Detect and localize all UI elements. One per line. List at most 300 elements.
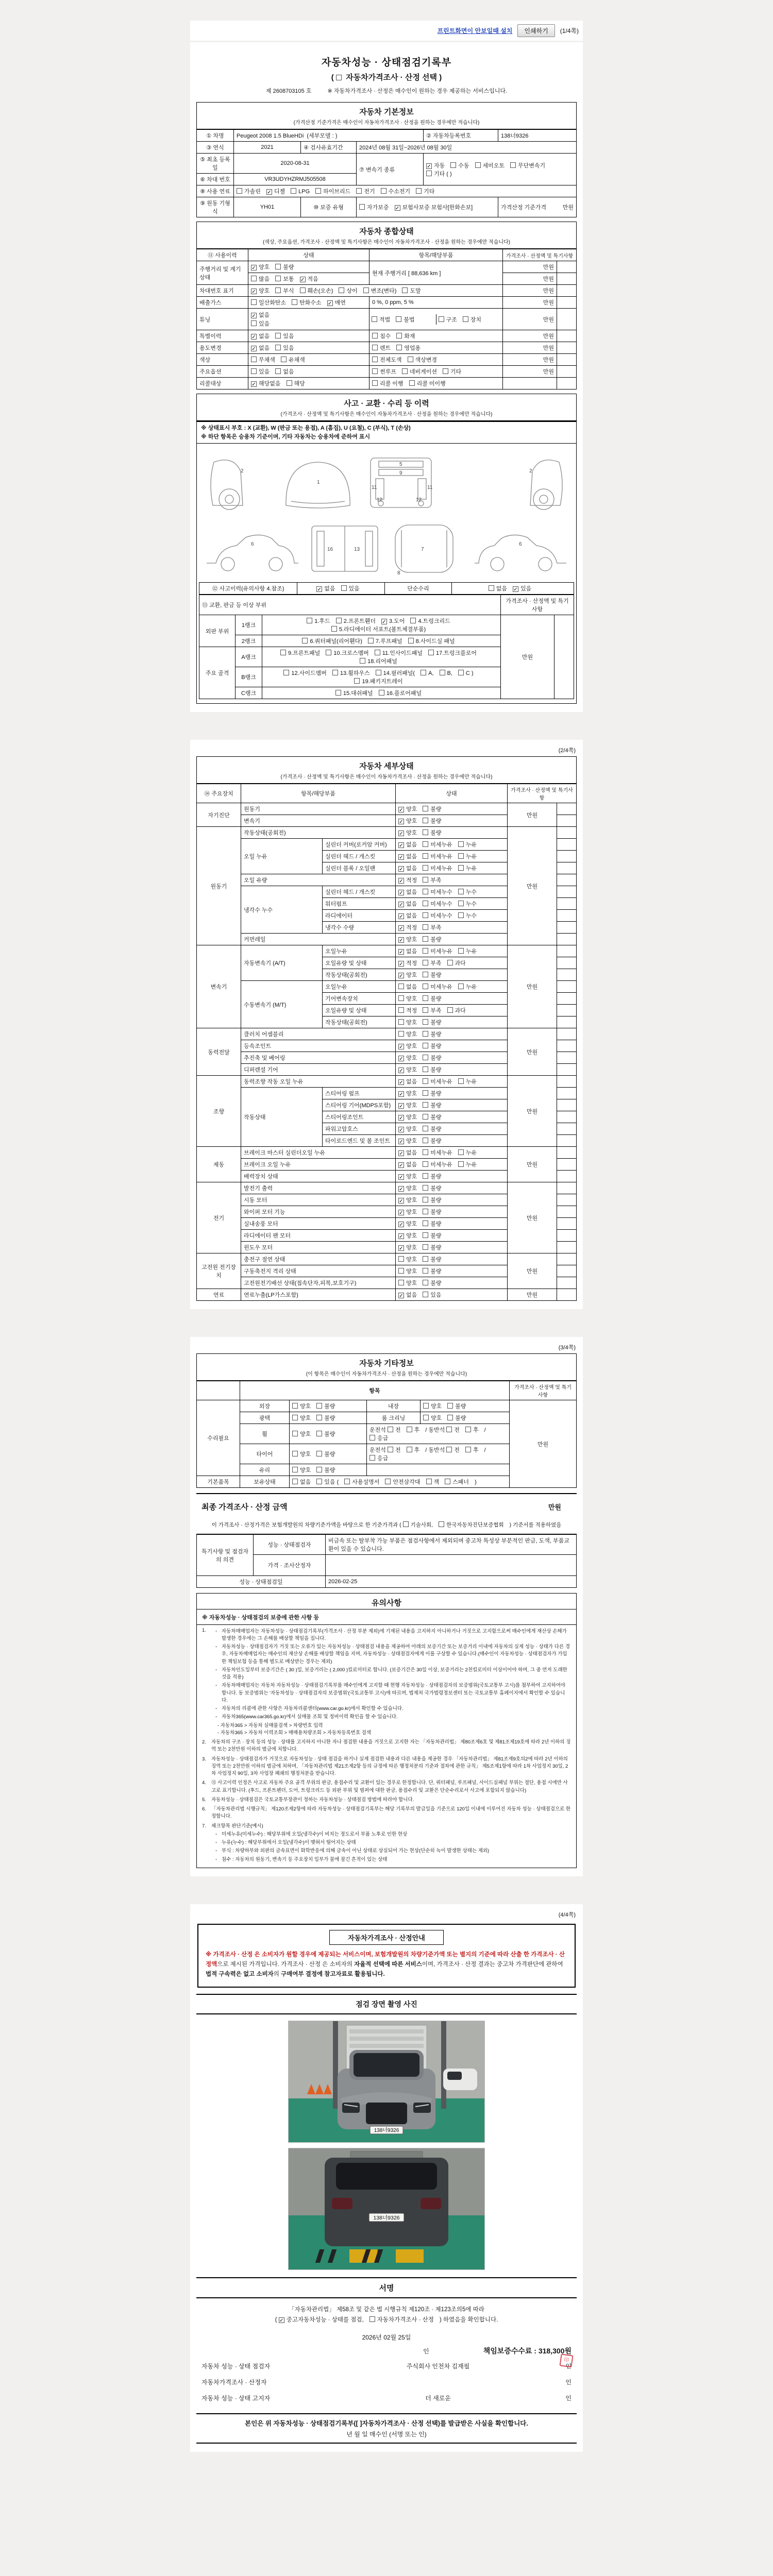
checkbox-option[interactable]: [316, 1466, 335, 1474]
checkbox-option[interactable]: [398, 1267, 417, 1275]
checkbox-option[interactable]: [396, 315, 414, 324]
checkbox-option[interactable]: [423, 1113, 441, 1121]
th-element: ⑬ 교환, 판금 등 이상 부위: [199, 595, 501, 615]
checkbox-option[interactable]: [307, 617, 330, 625]
checkbox-option[interactable]: [423, 1243, 441, 1251]
checkbox-option[interactable]: [398, 1255, 417, 1263]
checkbox-option[interactable]: [302, 637, 362, 645]
span-element: 양호: [300, 1431, 311, 1437]
unchecked-checkbox-icon: [369, 1435, 375, 1440]
checkbox-option[interactable]: [398, 1160, 417, 1168]
checkbox-option[interactable]: [423, 1267, 441, 1275]
checkbox-option[interactable]: [458, 1077, 477, 1086]
checkbox-option[interactable]: [423, 1291, 441, 1299]
checkbox-option[interactable]: [385, 1478, 420, 1486]
checkbox-option[interactable]: [458, 982, 477, 991]
checkbox-option[interactable]: [423, 1196, 441, 1204]
checkbox-option[interactable]: [372, 344, 391, 352]
checkbox-option[interactable]: [398, 1172, 417, 1180]
checkbox-option[interactable]: [423, 1279, 441, 1287]
checkbox-option[interactable]: [372, 332, 391, 340]
checkbox-option[interactable]: [423, 1089, 441, 1097]
td-element: 고전원전기배선 상태(접속단자,피복,보호기구): [241, 1277, 396, 1289]
td-element: 연료누출(LP가스포함): [241, 1289, 396, 1301]
checkbox-option[interactable]: [398, 935, 417, 943]
checkbox-option[interactable]: [251, 355, 275, 364]
span-element: 유채색: [288, 357, 305, 363]
checkbox-option[interactable]: [450, 161, 469, 170]
checkbox-option[interactable]: [398, 1148, 417, 1157]
checkbox-option[interactable]: [398, 1243, 417, 1251]
checkbox-option[interactable]: [316, 1402, 335, 1410]
checkbox-option[interactable]: [423, 982, 452, 991]
span-element: 불량: [430, 806, 442, 812]
checkbox-option[interactable]: [426, 1478, 440, 1486]
checkbox-option[interactable]: [251, 367, 270, 376]
span-element: ◦: [215, 1856, 217, 1862]
checkbox-option[interactable]: [300, 275, 318, 283]
span-element: 없음: [406, 866, 417, 872]
td-element: [248, 330, 369, 342]
checkbox-option[interactable]: [292, 1430, 311, 1438]
checkbox-option[interactable]: [368, 637, 402, 645]
td-element: 성능 · 상태점검자: [254, 1534, 326, 1555]
checkbox-option[interactable]: [440, 670, 452, 676]
td-element: [557, 1242, 577, 1253]
checkbox-option[interactable]: [398, 1125, 417, 1133]
checkbox-option[interactable]: [360, 657, 397, 665]
td-element: [396, 1277, 508, 1289]
unchecked-checkbox-icon[interactable]: [336, 75, 342, 80]
checkbox-option[interactable]: [251, 298, 286, 307]
checkbox-option[interactable]: [409, 379, 446, 387]
checkbox-option[interactable]: [316, 1478, 339, 1486]
checkbox-option[interactable]: [408, 637, 455, 645]
span-element: 양호: [406, 1138, 417, 1144]
checked-checkbox-icon: ✓: [399, 1175, 404, 1180]
span-element: C ): [465, 670, 474, 676]
span-element: 양호: [406, 1031, 417, 1038]
checkbox-option[interactable]: [300, 286, 333, 295]
checkbox-option[interactable]: [423, 1255, 441, 1263]
span-element: 자동차가격조사 · 산정자: [201, 2379, 267, 2386]
checkbox-option[interactable]: [398, 911, 417, 920]
checkbox-option[interactable]: [266, 187, 285, 195]
unchecked-checkbox-icon: [489, 585, 494, 591]
checkbox-option[interactable]: [447, 1402, 466, 1410]
checkbox-option[interactable]: [315, 187, 350, 195]
checkbox-option[interactable]: [369, 2315, 434, 2326]
checked-checkbox-icon: ✓: [279, 2318, 284, 2324]
th-element: 가격조사 · 산정액 및 특기사항: [501, 595, 574, 615]
th-element: ⑭ 주요장치: [197, 784, 241, 803]
checkbox-option[interactable]: [398, 923, 417, 931]
checkbox-option[interactable]: [292, 1466, 311, 1474]
checkbox-option[interactable]: [423, 935, 441, 943]
checkbox-option[interactable]: [423, 900, 452, 908]
checkbox-option[interactable]: [423, 1054, 441, 1062]
basic-info-title: 자동차 기본정보: [196, 102, 577, 118]
checkbox-option[interactable]: [428, 649, 477, 657]
checkbox-option[interactable]: [421, 670, 433, 676]
checkbox-option[interactable]: [281, 355, 305, 364]
td-element: [396, 910, 508, 922]
checkbox-option[interactable]: [341, 584, 360, 592]
checkbox-option[interactable]: [423, 1148, 452, 1157]
checkbox-option[interactable]: [513, 584, 531, 592]
td-element: [503, 378, 557, 389]
span-element: 미세누수: [430, 913, 452, 919]
checkbox-option[interactable]: [398, 900, 417, 908]
checkbox-option[interactable]: [475, 161, 505, 170]
checkbox-option[interactable]: [398, 876, 417, 884]
seal-placeholder: 인: [423, 2347, 429, 2355]
span-element: 미세누유: [430, 984, 452, 990]
checkbox-option[interactable]: [292, 298, 322, 307]
checkbox-option[interactable]: [359, 203, 389, 211]
span-element: 없음: [406, 842, 417, 848]
vehicle-damage-diagram: [196, 444, 577, 704]
td-element: 만원: [508, 1253, 557, 1289]
checkbox-option[interactable]: [275, 275, 294, 283]
span-element: 누유(누수) : 해당부위에서 오일(냉각수)이 맺혀서 떨어지는 상태: [222, 1840, 356, 1845]
checkbox-option[interactable]: [292, 1450, 311, 1458]
checkbox-option[interactable]: [369, 1454, 388, 1462]
checkbox-option[interactable]: [423, 994, 441, 1003]
checkbox-option[interactable]: [443, 367, 461, 376]
overall-state-subtitle: (색상, 주요옵션, 가격조사 · 산정액 및 특기사항은 매수인이 자동차가격조사 · 산정을 원하는 경우에만 적습니다): [196, 238, 577, 249]
checkbox-option[interactable]: [447, 1414, 466, 1422]
checkbox-option[interactable]: [372, 367, 396, 376]
td-element: [557, 297, 577, 309]
checkbox-option[interactable]: [363, 286, 397, 295]
td-element: 만원: [503, 297, 557, 309]
unchecked-checkbox-icon: [458, 889, 464, 894]
unchecked-checkbox-icon: [335, 690, 341, 696]
checkbox-option[interactable]: [396, 344, 421, 352]
checkbox-option[interactable]: [423, 1077, 452, 1086]
checkbox-option[interactable]: [458, 1148, 477, 1157]
unchecked-checkbox-icon: [423, 1221, 428, 1226]
checkbox-option[interactable]: [398, 947, 417, 955]
print-button[interactable]: 인쇄하기: [517, 24, 554, 37]
checkbox-option[interactable]: [316, 1450, 335, 1458]
checkbox-option[interactable]: [292, 1402, 311, 1410]
checkbox-option[interactable]: [326, 649, 368, 657]
checkbox-option[interactable]: [398, 1231, 417, 1240]
checkbox-option[interactable]: [398, 1196, 417, 1204]
span-element: 과다: [455, 1008, 466, 1014]
checkbox-option[interactable]: [439, 1521, 504, 1529]
checkbox-option[interactable]: [316, 1414, 335, 1422]
checkbox-option[interactable]: [423, 947, 452, 955]
checkbox-option[interactable]: [279, 2315, 364, 2326]
unchecked-checkbox-icon: [458, 984, 464, 989]
checkbox-option[interactable]: [275, 344, 294, 352]
td-element: [369, 366, 503, 378]
checkbox-option[interactable]: [251, 263, 270, 271]
checkbox-option[interactable]: [327, 298, 346, 307]
span-element: 중고자동차성능 · 상태를 점검,: [286, 2317, 364, 2324]
checkbox-option[interactable]: [398, 1279, 417, 1287]
checkbox-option[interactable]: [423, 840, 452, 849]
checkbox-option[interactable]: [426, 170, 452, 178]
checkbox-option[interactable]: [398, 971, 417, 979]
checkbox-option[interactable]: [398, 1184, 417, 1192]
checkbox-option[interactable]: [398, 1006, 417, 1014]
checkbox-option[interactable]: [402, 367, 437, 376]
checkbox-option[interactable]: [372, 379, 404, 387]
checkbox-option[interactable]: [423, 1125, 441, 1133]
checkbox-option[interactable]: [398, 1208, 417, 1216]
checkbox-option[interactable]: [292, 1414, 311, 1422]
checkbox-option[interactable]: [458, 911, 477, 920]
checkbox-option[interactable]: [280, 649, 320, 657]
checkbox-option[interactable]: [275, 263, 294, 271]
checkbox-option[interactable]: [251, 332, 270, 340]
checkbox-option[interactable]: [489, 584, 507, 592]
checkbox-option[interactable]: [423, 1414, 442, 1422]
checkbox-option[interactable]: [372, 355, 402, 364]
unchecked-checkbox-icon: [458, 948, 464, 954]
span-element: 불량: [430, 996, 442, 1002]
unchecked-checkbox-icon: [510, 162, 516, 168]
unchecked-checkbox-icon: [402, 287, 408, 293]
checkbox-option[interactable]: [379, 689, 422, 697]
checkbox-option[interactable]: [445, 1478, 469, 1486]
checkbox-option[interactable]: [339, 286, 357, 295]
checked-checkbox-icon: ✓: [399, 902, 404, 908]
checkbox-option[interactable]: [331, 625, 426, 633]
td-element: [396, 969, 508, 981]
vin-number: VR3UDYHZRMJ505508: [234, 174, 357, 185]
checkbox-option[interactable]: [398, 828, 417, 837]
checkbox-option[interactable]: [423, 1219, 441, 1228]
checkbox-option[interactable]: [372, 315, 390, 324]
checkbox-option[interactable]: [458, 1160, 477, 1168]
car-outline-diagrams: [199, 448, 574, 578]
td-element: 클러치 어셈블리: [241, 1028, 396, 1040]
checkbox-option[interactable]: [423, 959, 441, 967]
span-element: 13.휠하우스: [340, 670, 370, 676]
checkbox-option[interactable]: [447, 959, 466, 967]
td-element: [396, 1088, 508, 1099]
checkbox-option[interactable]: [423, 1101, 441, 1109]
checkbox-option[interactable]: [398, 1042, 417, 1050]
checkbox-option[interactable]: [423, 1030, 441, 1038]
checkbox-option[interactable]: [447, 1006, 466, 1014]
checkbox-option[interactable]: [408, 355, 438, 364]
checkbox-option[interactable]: [369, 1434, 388, 1442]
checkbox-option[interactable]: [316, 584, 335, 592]
span-element: 2.프론트휀더: [343, 618, 376, 624]
unchecked-checkbox-icon: [458, 901, 464, 906]
checkbox-option[interactable]: [423, 1184, 441, 1192]
unchecked-checkbox-icon: [398, 1007, 404, 1013]
checkbox-option[interactable]: [275, 332, 294, 340]
checkbox-option[interactable]: [251, 319, 366, 328]
checkbox-option[interactable]: [423, 911, 452, 920]
checkbox-option[interactable]: [398, 1018, 417, 1026]
checkbox-option[interactable]: [336, 617, 376, 625]
print-helper-install-link[interactable]: 프린트화면이 안보일때 설치: [437, 27, 513, 35]
checkbox-option[interactable]: [402, 286, 421, 295]
checkbox-option[interactable]: [354, 677, 402, 685]
checkbox-option[interactable]: [465, 1426, 479, 1434]
checkbox-option[interactable]: [398, 888, 417, 896]
checkbox-option[interactable]: [398, 1065, 417, 1074]
circle-element: [539, 557, 552, 571]
checkbox-option[interactable]: [251, 311, 366, 319]
checkbox-option[interactable]: [465, 1446, 479, 1454]
td-element: 수동변속기 (M/T): [241, 981, 323, 1028]
checkbox-option[interactable]: [398, 852, 417, 860]
checkbox-option[interactable]: [423, 1172, 441, 1180]
td-element: [557, 1135, 577, 1147]
checkbox-option[interactable]: [510, 161, 545, 170]
checkbox-option[interactable]: [398, 1291, 417, 1299]
td-element: [396, 1218, 508, 1230]
span-element: 불량: [430, 1221, 442, 1227]
checkbox-option[interactable]: [423, 828, 441, 837]
checkbox-option[interactable]: [398, 1054, 417, 1062]
checkbox-option[interactable]: [398, 1089, 417, 1097]
td-element: 오일유량 및 상태: [323, 957, 396, 969]
checkbox-option[interactable]: [458, 900, 477, 908]
checkbox-option[interactable]: [376, 669, 415, 677]
td-element: [396, 1040, 508, 1052]
checkbox-option[interactable]: [423, 1006, 441, 1014]
checkbox-option[interactable]: [251, 344, 270, 352]
checkbox-option[interactable]: [416, 187, 434, 195]
checkbox-option[interactable]: [423, 1137, 441, 1145]
checkbox-option[interactable]: [426, 161, 445, 170]
td-element: [396, 874, 508, 886]
checkbox-option[interactable]: [398, 1101, 417, 1109]
checkbox-option[interactable]: [458, 852, 477, 860]
checkbox-option[interactable]: [251, 286, 270, 295]
checkbox-option[interactable]: [398, 982, 417, 991]
checkbox-option[interactable]: [251, 275, 270, 283]
checkbox-option[interactable]: [458, 864, 477, 872]
span-element: 적정: [406, 960, 417, 967]
checkbox-option[interactable]: [423, 852, 452, 860]
checkbox-option[interactable]: [423, 805, 441, 813]
checkbox-option[interactable]: [381, 617, 405, 625]
div-element: ⑫ 사고이력 인정은 사고로 자동차 주요 골격 부위의 판금, 용접수리 및 교환이 있는 경우로 한정합니다. 단, 쿼터패널, 루프패널, 사이드실패널 부위는 절단, 용접 시에만 사고로 표기합니다. (후드, 프론트펜더, 도어, 트렁크리드 등 외판 부위 및 범퍼에 대한 판금, 용접수리 및 교환은 단순수리로서 사고에 포함되지 않습니다): [211, 1780, 568, 1793]
checkbox-option[interactable]: [458, 888, 477, 896]
checkbox-option[interactable]: [388, 1446, 401, 1454]
checkbox-option[interactable]: [292, 1478, 311, 1486]
checkbox-option[interactable]: [446, 1426, 460, 1434]
checkbox-option[interactable]: [398, 1137, 417, 1145]
checkbox-option[interactable]: [287, 379, 305, 387]
checked-checkbox-icon: ✓: [399, 1293, 404, 1299]
checkbox-option[interactable]: [423, 1208, 441, 1216]
checkbox-option[interactable]: [251, 379, 281, 387]
checkbox-option[interactable]: [423, 888, 452, 896]
checkbox-option[interactable]: [396, 332, 415, 340]
span-element: 과다: [455, 960, 466, 967]
td-element: [396, 1253, 508, 1265]
checkbox-option[interactable]: [395, 203, 473, 211]
td-element: [557, 273, 577, 285]
checkbox-option[interactable]: [423, 817, 441, 825]
checkbox-option[interactable]: [356, 187, 375, 195]
checkbox-option[interactable]: [344, 1478, 379, 1486]
checkbox-option[interactable]: [423, 923, 441, 931]
checkbox-option[interactable]: [398, 1113, 417, 1121]
checkbox-option[interactable]: [423, 1160, 452, 1168]
service-note: ※ 자동차가격조사 · 산정은 매수인이 원하는 경우 제공하는 서비스입니다.: [327, 88, 508, 94]
span-element: 적정: [406, 1008, 417, 1014]
checkbox-option[interactable]: [398, 994, 417, 1003]
span-element: 후: [414, 1447, 420, 1453]
checkbox-option[interactable]: [398, 959, 417, 967]
checkbox-option[interactable]: [410, 617, 450, 625]
checkbox-option[interactable]: [275, 367, 294, 376]
checkbox-option[interactable]: [275, 286, 294, 295]
checkbox-option[interactable]: [407, 1446, 420, 1454]
checkbox-option[interactable]: [398, 864, 417, 872]
checkbox-option[interactable]: [291, 188, 310, 195]
checkbox-option[interactable]: [335, 689, 373, 697]
checkbox-option[interactable]: [398, 805, 417, 813]
td-element: [557, 1171, 577, 1182]
checkbox-option[interactable]: [423, 1231, 441, 1240]
checkbox-option[interactable]: [458, 947, 477, 955]
checkbox-option[interactable]: [407, 1426, 420, 1434]
checkbox-option[interactable]: [398, 1030, 417, 1038]
checkbox-option[interactable]: [388, 1426, 401, 1434]
checkbox-option[interactable]: [398, 840, 417, 849]
checkbox-option[interactable]: [375, 649, 423, 657]
checkbox-option[interactable]: [423, 1018, 441, 1026]
checkbox-option[interactable]: [237, 187, 261, 195]
checkbox-option[interactable]: [458, 840, 477, 849]
checkbox-option[interactable]: [446, 1446, 460, 1454]
td-element: [557, 815, 577, 827]
checkbox-option[interactable]: [398, 1077, 417, 1086]
td-element: [557, 1052, 577, 1064]
span-element: 미세누유: [430, 854, 452, 860]
unchecked-checkbox-icon: [369, 2316, 375, 2322]
checkbox-option[interactable]: [423, 1402, 442, 1410]
unchecked-checkbox-icon: [344, 1479, 350, 1484]
unchecked-checkbox-icon: [369, 1455, 375, 1461]
checkbox-option[interactable]: [332, 669, 370, 677]
checkbox-option[interactable]: [458, 670, 474, 676]
report-subtitle: [196, 69, 577, 87]
checkbox-option[interactable]: [423, 1065, 441, 1074]
checkbox-option[interactable]: [398, 817, 417, 825]
checkbox-option[interactable]: [381, 187, 411, 195]
checkbox-option[interactable]: [423, 864, 452, 872]
checkbox-option[interactable]: [439, 315, 457, 324]
span-element: 미세누유(미세누수) : 해당부위에 오일(냉각수)이 비치는 정도로서 부품 노후로 인한 현상: [222, 1831, 408, 1837]
checkbox-option[interactable]: [403, 1521, 433, 1529]
td-element: [248, 378, 369, 389]
checkbox-option[interactable]: [423, 971, 441, 979]
checkbox-option[interactable]: [283, 669, 326, 677]
note-item: [202, 1627, 571, 1737]
checkbox-option[interactable]: [423, 1042, 441, 1050]
checkbox-option[interactable]: [423, 876, 441, 884]
unchecked-checkbox-icon: [423, 1292, 428, 1297]
checkbox-option[interactable]: [398, 1219, 417, 1228]
checkbox-option[interactable]: [316, 1430, 335, 1438]
checkbox-option[interactable]: [463, 315, 481, 324]
